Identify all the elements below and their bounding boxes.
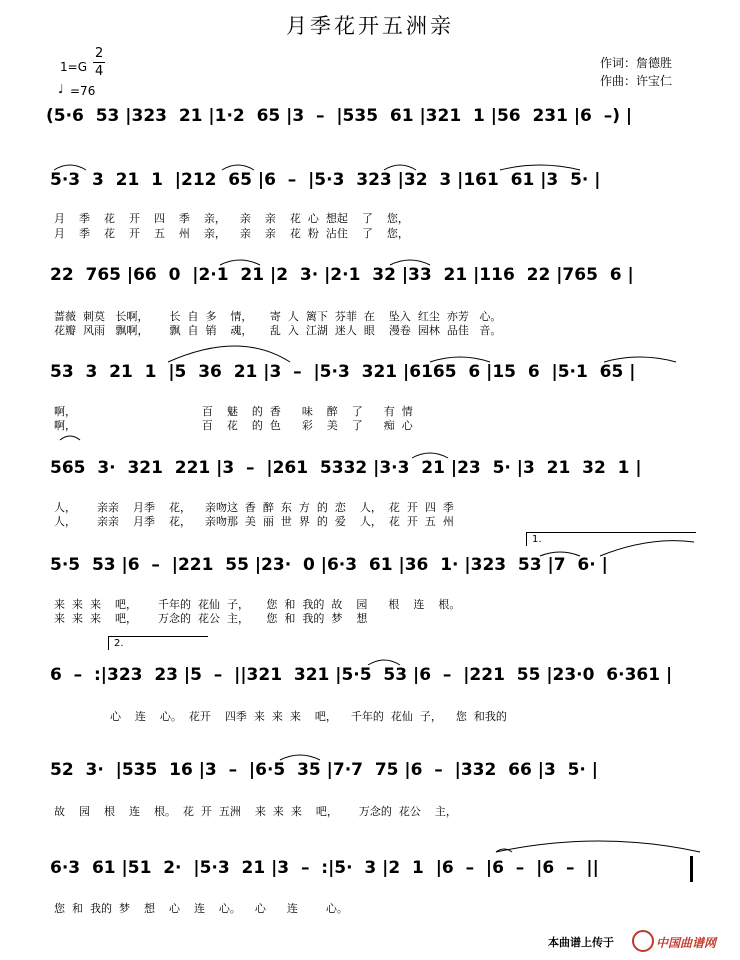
slur-mark [412,453,448,458]
lyric-line-5b: 人， 亲亲 月季 花， 亲吻那 美 丽 世 界 的 爱 人， 花 开 五 州 [54,515,454,528]
slur-mark [222,165,254,170]
lyric-line-9: 您 和 我的 梦 想 心 连 心。 心 连 心。 [54,902,348,915]
slur-mark [384,165,416,170]
slur-mark [60,436,80,440]
slur-mark [500,165,580,170]
slur-mark [168,346,290,362]
site-name: 中国曲谱网 [656,936,717,950]
slur-mark [54,165,86,170]
lyric-line-8: 故 园 根 连 根。 花 开 五洲 来 来 来 吧， 万念的 花公 主， [54,805,457,818]
lyric-line-3b: 花瓣 风雨 飘啊， 飘 自 销 魂， 乱 入 江湖 迷人 眼 漫卷 园林 品佳 音。 [54,324,502,337]
upload-credit: 本曲谱上传于 [548,936,614,949]
lyricist-credit: 作词：詹德胜 [600,56,673,70]
slur-mark [280,755,320,760]
key-signature: 1=G [60,60,87,74]
volta-second-label: 2. [114,638,124,649]
score-line-6: 5·5 53 |6 – |221 55 |23· 0 |6·3 61 |36 1· |323 53 |7 6· | [50,555,608,575]
lyric-line-4a: 啊， 百 魅 的 香 味 醉 了 有 情 [54,405,413,418]
lyric-line-7: 心 连 心。 花开 四季 来 来 来 吧， 千年的 花仙 子， 您 和我的 [54,710,507,723]
score-line-4: 53 3 21 1 |5 36 21 |3 – |5·3 321 |6165 6 |15 6 |5·1 65 | [50,362,636,382]
slur-mark [600,541,694,556]
slur-mark [430,357,490,362]
slur-mark [540,552,580,556]
lyric-line-2b: 月 季 花 开 五 州 亲， 亲 亲 花 粉 沾住 了 您， [54,227,409,240]
quarter-note-icon: ♩ [58,82,64,96]
lyric-line-3a: 蔷薇 刺莫 长啊， 长 自 多 情， 寄 人 篱下 芬菲 在 坠入 红尘 亦芳 心。 [54,310,502,323]
score-line-8: 52 3· |535 16 |3 – |6·5 35 |7·7 75 |6 – |332 66 |3 5· | [50,760,599,780]
score-line-5: 565 3· 321 221 |3 – |261 5332 |3·3 21 |23 5· |3 21 32 1 | [50,458,642,478]
lyric-line-5a: 人， 亲亲 月季 花， 亲吻这 香 醉 东 方 的 恋 人， 花 开 四 季 [54,501,454,514]
site-logo-icon [632,930,654,952]
lyric-line-4b: 啊， 百 花 的 色 彩 美 了 痴 心 [54,419,413,432]
lyric-line-6b: 来 来 来 吧， 万念的 花公 主， 您 和 我的 梦 想 [54,612,368,625]
lyric-line-2a: 月 季 花 开 四 季 亲， 亲 亲 花 心 想起 了 您， [54,212,409,225]
slur-mark [496,841,700,852]
composer-credit: 作曲：许宝仁 [600,74,673,88]
volta-first-label: 1. [532,534,542,545]
slur-mark [390,260,430,265]
lyric-line-6a: 来 来 来 吧， 千年的 花仙 子， 您 和 我的 故 园 根 连 根。 [54,598,461,611]
score-line-1: (5·6 53 |323 21 |1·2 65 |3 – |535 61 |321 1 |56 231 |6 –) | [46,106,633,126]
final-barline [690,856,693,882]
score-line-2: 5·3 3 21 1 |212 65 |6 – |5·3 323 |32 3 |161 61 |3 5· | [50,170,601,190]
score-line-9: 6·3 61 |51 2· |5·3 21 |3 – :|5· 3 |2 1 |6 – |6 – |6 – || [50,858,599,878]
time-signature-bottom: 4 [95,64,104,79]
score-line-7: 6 – :|323 23 |5 – ||321 321 |5·5 53 |6 – |221 55 |23·0 6·361 | [50,665,673,685]
slur-mark [220,260,260,265]
time-signature-top: 2 [95,46,104,61]
score-line-3: 22 765 |66 0 |2·1 21 |2 3· |2·1 32 |33 21 |116 22 |765 6 | [50,265,634,285]
slur-mark [604,357,676,362]
tempo-marking: =76 [70,84,96,98]
slur-mark [368,660,400,665]
song-title: 月季花开五洲亲 [286,14,454,38]
